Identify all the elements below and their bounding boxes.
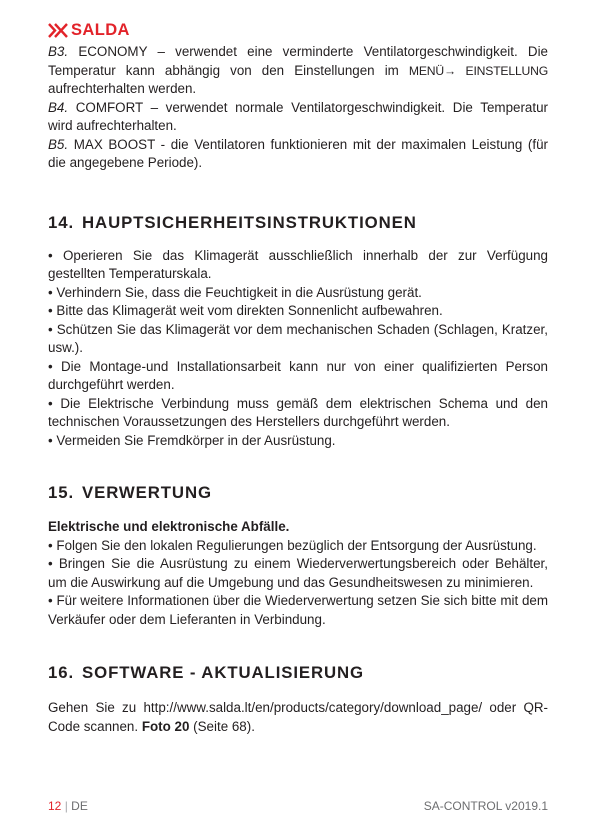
mode-b4-label: B4.: [48, 99, 69, 115]
list-item: • Schützen Sie das Klimagerät vor dem mechanischen Schaden (Schlagen, Kratzer, usw.).: [48, 321, 548, 355]
document-body: [48, 43, 548, 736]
safety-instructions-list: [48, 247, 548, 451]
mode-b5-description: B5. MAX BOOST - die Ventilatoren funktionieren mit der maximalen Leistung (für die angegebene Periode).: [48, 136, 548, 170]
list-item: • Bitte das Klimagerät weit vom direkten Sonnenlicht aufbewahren.: [48, 303, 443, 318]
document-version: SA-CONTROL v2019.1: [423, 799, 548, 813]
brand-logo: [48, 21, 130, 39]
section-15-subtitle: Elektrische und elektronische Abfälle.: [48, 519, 290, 534]
photo-reference: Foto 20: [141, 718, 190, 734]
menu-path: MENÜ→ EINSTELLUNG: [408, 63, 549, 78]
mode-b3-description: B3. ECONOMY – verwendet eine verminderte Ventilatorgeschwindigkeit. Die Temperatur kann abhängig von den Einstellungen im MENÜ→ EINSTELLUNG aufrechterhalten werden.: [48, 44, 549, 96]
list-item: • Die Elektrische Verbindung muss gemäß dem elektrischen Schema und den technischen Voraussetzungen des Herstellers durchgeführt werden.: [48, 395, 548, 429]
salda-chevron-logo-icon: [48, 23, 68, 38]
list-item: • Die Montage-und Installationsarbeit kann nur von einer qualifizierten Person durchgeführt werden.: [48, 358, 548, 392]
footer-separator: |: [61, 799, 72, 813]
list-item: • Folgen Sie den lokalen Regulierungen bezüglich der Entsorgung der Ausrüstung.: [48, 537, 537, 553]
mode-b3-label: B3.: [48, 44, 69, 59]
list-item: • Vermeiden Sie Fremdkörper in der Ausrüstung.: [48, 432, 336, 448]
mode-b4-description: B4. COMFORT – verwendet normale Ventilatorgeschwindigkeit. Die Temperatur wird aufrechterhalten.: [48, 99, 548, 133]
language-code: DE: [71, 799, 88, 813]
mode-b5-label: B5.: [48, 136, 69, 152]
list-item: • Für weitere Informationen über die Wiederverwertung setzen Sie sich bitte mit dem Verkäufer oder dem Lieferanten in Verbindung.: [48, 593, 548, 627]
section-14-heading: 14. HAUPTSICHERHEITSINSTRUKTIONEN: [48, 212, 417, 232]
software-update-text: Gehen Sie zu http://www.salda.lt/en/products/category/download_page/ oder QR-Code scannen. Foto 20 (Seite 68).: [48, 700, 548, 734]
section-15-heading: 15. VERWERTUNG: [48, 483, 212, 502]
list-item: • Bringen Sie die Ausrüstung zu einem Wiederverwertungsbereich oder Behälter, um die Auswirkung auf die Umgebung und das Gesundheitswesen zu minimieren.: [48, 556, 548, 590]
page-number: 12: [48, 799, 62, 813]
brand-name: SALDA: [71, 21, 130, 39]
page-footer: [48, 799, 548, 813]
list-item: • Operieren Sie das Klimagerät ausschließlich innerhalb der zur Verfügung gestellten Temperaturskala.: [48, 247, 548, 281]
list-item: • Verhindern Sie, dass die Feuchtigkeit in die Ausrüstung gerät.: [48, 284, 422, 300]
disposal-list: [48, 537, 548, 630]
section-16-heading: 16. SOFTWARE - AKTUALISIERUNG: [48, 663, 365, 682]
